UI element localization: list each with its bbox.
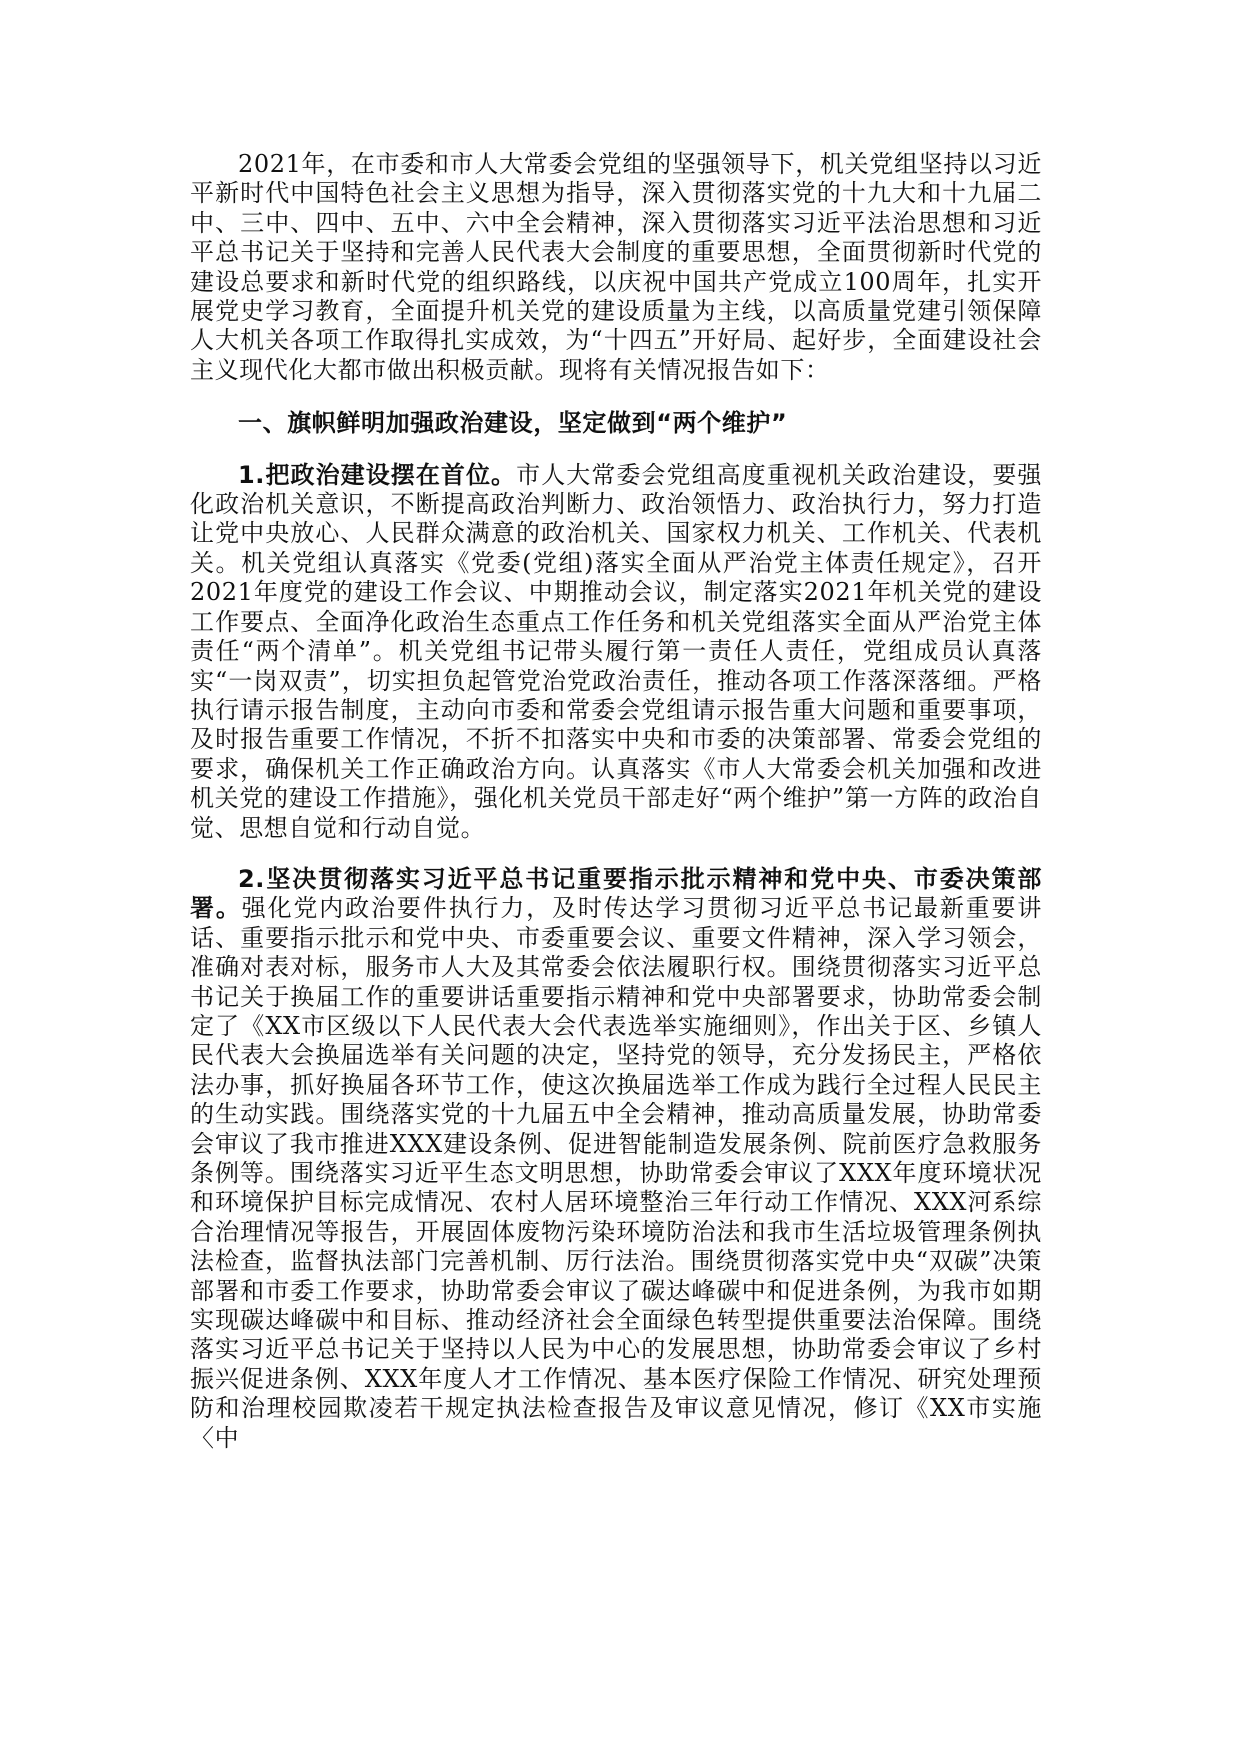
section-heading: 一、旗帜鲜明加强政治建设，坚定做到“两个维护” [238,409,788,438]
section-item-1 [190,461,1042,843]
section-item-2 [190,865,1042,1453]
document-page [190,150,1042,1453]
item-2-lead: 2.坚决贯彻落实习近平总书记重要指示批示精神和党中央、市委决策部署。 [190,864,1042,923]
item-1-lead: 1.把政治建设摆在首位。 [238,460,517,489]
item-2-body: 强化党内政治要件执行力，及时传达学习贯彻习近平总书记最新重要讲话、重要指示批示和党中央、市委重要会议、重要文件精神，深入学习领会，准确对表对标，服务市人大及其常委会依法履职行权。围绕贯彻落实习近平总书记关于换届工作的重要讲话重要指示精神和党中央部署要求，协助常委会制定了《XX市区级以下人民代表大会代表选举实施细则》，作出关于区、乡镇人民代表大会换届选举有关问题的决定，坚持党的领导，充分发扬民主，严格依法办事，抓好换届各环节工作，使这次换届选举工作成为践行全过程人民民主的生动实践。围绕落实党的十九届五中全会精神，推动高质量发展，协助常委会审议了我市推进XXX建设条例、促进智能制造发展条例、院前医疗急救服务条例等。围绕落实习近平生态文明思想，协助常委会审议了XXX年度环境状况和环境保护目标完成情况、农村人居环境整治三年行动工作情况、XXX河系综合治理情况等报告，开展固体废物污染环境防治法和我市生活垃圾管理条例执法检查，监督执法部门完善机制、厉行法治。围绕贯彻落实党中央“双碳”决策部署和市委工作要求，协助常委会审议了碳达峰碳中和促进条例，为我市如期实现碳达峰碳中和目标、推动经济社会全面绿色转型提供重要法治保障。围绕落实习近平总书记关于坚持以人民为中心的发展思想，协助常委会审议了乡村振兴促进条例、XXX年度人才工作情况、基本医疗保险工作情况、研究处理预防和治理校园欺凌若干规定执法检查报告及审议意见情况，修订《XX市实施〈中 [190,894,1042,1452]
intro-paragraph: 2021年，在市委和市人大常委会党组的坚强领导下，机关党组坚持以习近平新时代中国特色社会主义思想为指导，深入贯彻落实党的十九大和十九届二中、三中、四中、五中、六中全会精神，深入贯彻落实习近平法治思想和习近平总书记关于坚持和完善人民代表大会制度的重要思想，全面贯彻新时代党的建设总要求和新时代党的组织路线，以庆祝中国共产党成立100周年，扎实开展党史学习教育，全面提升机关党的建设质量为主线，以高质量党建引领保障人大机关各项工作取得扎实成效，为“十四五”开好局、起好步，全面建设社会主义现代化大都市做出积极贡献。现将有关情况报告如下： [190,150,1042,384]
item-1-body: 市人大常委会党组高度重视机关政治建设，要强化政治机关意识，不断提高政治判断力、政治领悟力、政治执行力，努力打造让党中央放心、人民群众满意的政治机关、国家权力机关、工作机关、代表机关。机关党组认真落实《党委(党组)落实全面从严治党主体责任规定》，召开2021年度党的建设工作会议、中期推动会议，制定落实2021年机关党的建设工作要点、全面净化政治生态重点工作任务和机关党组落实全面从严治党主体责任“两个清单”。机关党组书记带头履行第一责任人责任，党组成员认真落实“一岗双责”，切实担负起管党治党政治责任，推动各项工作落深落细。严格执行请示报告制度，主动向市委和常委会党组请示报告重大问题和重要事项，及时报告重要工作情况，不折不扣落实中央和市委的决策部署、常委会党组的要求，确保机关工作正确政治方向。认真落实《市人大常委会机关加强和改进机关党的建设工作措施》，强化机关党员干部走好“两个维护”第一方阵的政治自觉、思想自觉和行动自觉。 [190,460,1042,842]
